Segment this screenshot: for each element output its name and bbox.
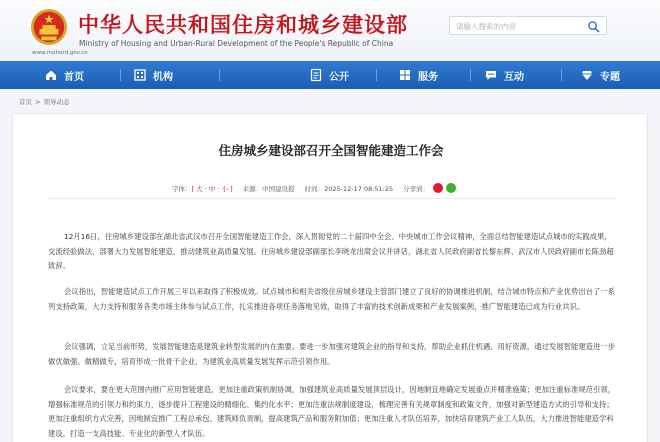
open-info-icon [309,68,323,82]
share-buttons [433,183,456,193]
nav-label: 互动 [504,71,524,83]
nav-separator [470,69,471,81]
search-input[interactable] [456,19,578,33]
article-meta [172,183,456,193]
article-paragraph: 会议指出，智能建造试点工作开展三年以来取得了积极成效。试点城市和相关省级住房城乡建设主管部门建立了良好的协调推进机制，结合城市特点和产业优势出台了一系列支持政策，大力支持和服务各类市场主体参与试点工作，扎实推进各项任务落地见效，取得了丰富的技术创新成果和产业发展案例，推广智能建造已成为行业共识。 [48,287,616,311]
article-paragraph: 会议强调，立足当前形势，发展智能建造是建筑业转型发展的内在需要。要进一步加强对建筑企业的指导和支持，帮助企业抓住机遇、用好资源，通过发展智能建造进一步做优做强、做精做专，培育形成一批骨干企业，为建筑业高质量发展发挥示范引领作用。 [48,342,616,366]
organization-icon [133,68,147,82]
search-icon[interactable] [587,20,600,33]
article-paragraph: 12月16日，住房城乡建设部在湖北省武汉市召开全国智能建造工作会，深入贯彻党的二十届四中全会、中央城市工作会议精神，全面总结智能建造试点城市的实践成果，交流经验做法，部署大力发展智能建造，推动建筑业高质量发展。住房城乡建设部副部长李晓龙出席会议并讲话，湖北省人民政府副省长黎东辉、武汉市人民政府副市长陈劲超致辞。 [48,232,614,270]
nav-label: 机构 [153,71,173,83]
article-time: 时间：2025-12-17 08:51:25 [304,184,394,193]
nav-item-open[interactable] [309,61,349,89]
share-label: 分享到： [403,184,430,193]
nav-item-interaction[interactable] [484,61,524,89]
national-emblem-icon[interactable] [30,8,68,46]
service-icon [398,68,412,82]
article-source: 来源：中国建设报 [242,184,295,193]
breadcrumb [19,97,72,106]
topic-icon [580,68,594,82]
nav-separator [561,69,562,81]
article-paragraph: 会议要求，要在更大范围内推广应用智能建造，更加注重政策机制协调，加强建筑业高质量发展顶层设计，因地制宜地确定发展重点并精准施策；更加注重标准规范引领，增强标准规范的引领力和约束力，逐步提升工程建设的精细化、集约化水平；更加注重法规制度建设，梳理完善有关规章制度和政策文件，加强对新型建造方式的引导和支持；更加注重组织方式完善，因地制宜推广工程总承包、建筑师负责制，提高建筑产品和服务附加值；更加注重人才队伍培养，加快培育建筑产业工人队伍，大力推进智能建造学科建设，打造一支高技能、专业化的新型人才队伍。 [48,385,616,438]
font-size-label: 字体： [172,184,192,193]
weibo-share-icon[interactable] [433,183,443,193]
interaction-icon [484,68,498,82]
site-domain: www.mohurd.gov.cn [32,50,88,56]
nav-item-service[interactable] [398,61,438,89]
nav-label: 首页 [64,71,84,83]
meta-divider [48,198,616,199]
site-subtitle: Ministry of Housing and Urban-Rural Development of the People's Republic of China [79,39,394,48]
font-size-switcher[interactable]: [ 大 · 中 · 小 ] [191,184,233,193]
site-header [0,0,660,61]
home-icon [44,68,58,82]
site-title[interactable]: 中华人民共和国住房和城乡建设部 [78,12,408,37]
main-nav [0,61,660,89]
nav-separator [120,69,121,81]
nav-item-home[interactable] [44,61,84,89]
nav-item-organization[interactable] [133,61,173,89]
breadcrumb-current[interactable]: 领导动态 [43,98,70,106]
article-container [12,113,648,442]
nav-item-topic[interactable] [580,61,620,89]
nav-label: 专题 [600,71,620,83]
wechat-share-icon[interactable] [446,183,456,193]
nav-separator [376,69,377,81]
breadcrumb-separator: > [35,98,41,106]
search-box [449,16,607,35]
article-title: 住房城乡建设部召开全国智能建造工作会 [218,143,444,158]
breadcrumb-home[interactable]: 首页 [19,98,32,106]
nav-label: 服务 [418,71,438,83]
nav-label: 公开 [329,71,349,83]
nav-separator [219,69,220,81]
